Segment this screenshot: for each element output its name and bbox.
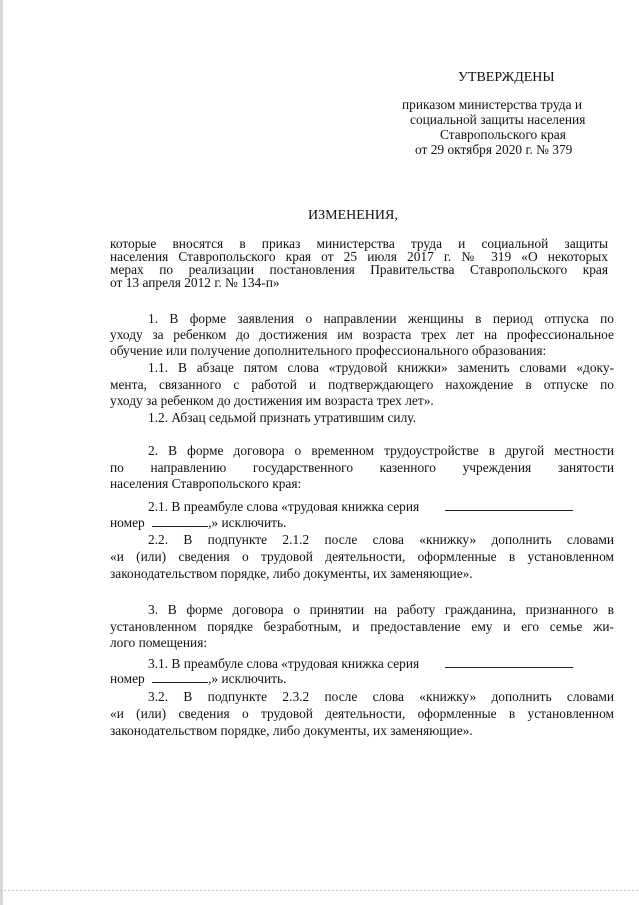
series-blank <box>445 498 573 511</box>
approval-heading: УТВЕРЖДЕНЫ <box>458 70 555 85</box>
approval-line: от 29 октября 2020 г. № 379 <box>415 142 573 157</box>
section3-intro: лого помещения: <box>110 635 208 650</box>
section1-item2: 1.2. Абзац седьмой признать утратившим силу. <box>148 410 416 425</box>
approval-line: Ставропольского края <box>440 127 566 142</box>
section2-exclude-text: ,» исключить. <box>208 515 287 530</box>
section2-intro: 2. В форме договора о временном трудоустройстве в другой местности <box>148 443 614 458</box>
section2-item2: 2.2. В подпункте 2.1.2 после слова «книжку» дополнить словами <box>148 532 614 547</box>
section2-intro: по направлению государственного казенного учреждения занятости <box>110 460 614 475</box>
section3-item2: «и (или) сведения о трудовой деятельности, оформленные в установленном <box>110 706 614 721</box>
number-blank <box>152 670 208 683</box>
section1-intro: обучение или получение дополнительного профессионального образования: <box>110 343 547 358</box>
subtitle-line: которые вносятся в приказ министерства труда и социальной защиты <box>110 236 608 251</box>
number-blank <box>152 514 208 527</box>
section1-intro: уходу за ребенком до достижения им возраста трех лет на профессиональное <box>110 327 614 342</box>
section3-number-text: номер <box>110 671 145 686</box>
document-title: ИЗМЕНЕНИЯ, <box>308 208 398 223</box>
section1-item1: мента, связанного с работой и подтверждающего нахождение в отпуске по <box>110 377 614 392</box>
section2-item1 <box>110 514 286 531</box>
series-blank <box>445 655 573 668</box>
scan-bottom-edge <box>0 890 639 891</box>
subtitle-line: от 13 апреля 2012 г. № 134-п» <box>110 275 280 290</box>
approval-line: приказом министерства труда и <box>402 97 583 112</box>
scan-left-edge <box>0 0 3 905</box>
subtitle-line: мерах по реализации постановления Правительства Ставропольского края <box>110 262 608 277</box>
section1-item1: уходу за ребенком до достижения им возраста трех лет». <box>110 393 434 408</box>
section3-intro: 3. В форме договора о принятии на работу гражданина, признанного в <box>148 602 614 617</box>
section3-item2: 3.2. В подпункте 2.3.2 после слова «книжку» дополнить словами <box>148 689 614 704</box>
section2-item2: «и (или) сведения о трудовой деятельности, оформленные в установленном <box>110 549 614 564</box>
subtitle-line: населения Ставропольского края от 25 июля 2017 г. № 319 «О некоторых <box>110 249 608 264</box>
section2-item1-text: 2.1. В преамбуле слова «трудовая книжка серия <box>148 499 420 514</box>
section1-intro: 1. В форме заявления о направлении женщины в период отпуска по <box>148 311 614 326</box>
section3-item1 <box>110 670 286 687</box>
section2-item2: законодательством порядке, либо документы, их заменяющие». <box>110 566 473 581</box>
section2-item1 <box>148 498 573 515</box>
section2-number-text: номер <box>110 515 145 530</box>
section3-intro: установленном порядке безработным, и предоставление ему и его семье жи- <box>110 619 614 634</box>
section3-item1-text: 3.1. В преамбуле слова «трудовая книжка серия <box>148 656 420 671</box>
section3-exclude-text: ,» исключить. <box>208 671 287 686</box>
approval-line: социальной защиты населения <box>410 112 586 127</box>
section1-item1: 1.1. В абзаце пятом слова «трудовой книжки» заменить словами «доку- <box>148 360 614 375</box>
section3-item2: законодательством порядке, либо документы, их заменяющие». <box>110 723 473 738</box>
section2-intro: населения Ставропольского края: <box>110 476 302 491</box>
